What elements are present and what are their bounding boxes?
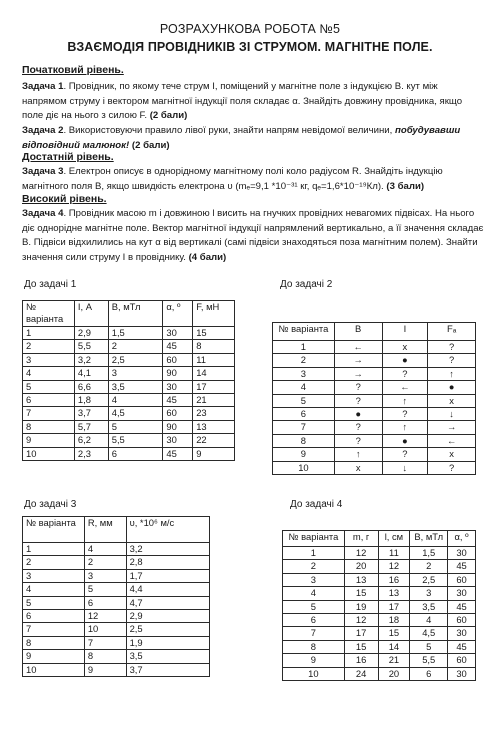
table-cell: 4 [410,613,448,626]
table-row [23,543,210,556]
table-cell: 14 [378,640,410,653]
table-row [273,341,476,354]
table-cell: 2 [283,560,345,573]
table-cell: 13 [378,587,410,600]
table-cell: ← [334,341,382,354]
table-header-row [283,531,476,547]
table-cell: 3,2 [74,353,108,366]
table-row [23,596,210,609]
task-2-points: (2 бали) [131,139,170,151]
table-cell: 3 [23,569,85,582]
table-cell: ? [428,354,476,367]
table-cell: ↑ [428,367,476,380]
table-cell: 45 [163,447,193,460]
table-cell: 20 [344,560,378,573]
table-cell: 6 [283,613,345,626]
table-cell: 90 [163,420,193,433]
table-cell: 3 [23,353,75,366]
table-cell: 30 [448,667,476,680]
table-cell: ● [334,407,382,420]
table-cell: 7 [283,627,345,640]
table-row [23,583,210,596]
table-cell: 5 [84,583,126,596]
table-row [273,407,476,420]
table-row [273,381,476,394]
table-cell: 6 [273,407,335,420]
column-header: υ, *10⁶ м/с [126,517,209,543]
table-cell: 7 [273,421,335,434]
table-cell: 45 [448,640,476,653]
table-cell: 4,1 [74,367,108,380]
table-row [23,623,210,636]
column-header: l, см [378,531,410,547]
table-cell: ● [382,434,428,447]
table-cell: 2 [273,354,335,367]
table-cell: 6 [23,609,85,622]
table-row [283,587,476,600]
column-header: R, мм [84,517,126,543]
table-cell: 10 [283,667,345,680]
table-cell: 30 [163,434,193,447]
table-task-1 [22,300,235,461]
table-cell: 15 [344,640,378,653]
table-cell: 30 [448,587,476,600]
table-row [23,663,210,676]
table-cell: 45 [448,560,476,573]
column-header: № варіанта [283,531,345,547]
table-cell: 30 [448,627,476,640]
table-row [23,609,210,622]
table-row [273,421,476,434]
table-cell: 1 [23,543,85,556]
table-task-4 [282,530,476,681]
table-cell: 9 [84,663,126,676]
table-cell: ? [382,448,428,461]
task-4-label: Задача 4 [22,208,64,219]
table-cell: → [334,367,382,380]
table-cell: 16 [378,573,410,586]
table-cell: 18 [378,613,410,626]
table-cell: 3,5 [410,600,448,613]
table-row [23,353,235,366]
table-cell: 9 [193,447,235,460]
task-3-text: . Електрон описує в однорідному магнітному полі коло радіусом R. Знайдіть індукцію магнітного поля B, якщо швидкість електрона υ (mₑ=9,1 *10⁻³¹ кг, qₑ=1,6*10⁻¹⁹Кл). [22,166,443,192]
table-cell: 9 [283,654,345,667]
table-cell: 4 [23,583,85,596]
table-cell: 7 [23,623,85,636]
table-3-caption: До задачі 3 [24,499,77,510]
column-header: I, А [74,301,108,327]
table-cell: 24 [344,667,378,680]
table-cell: 2 [84,556,126,569]
table-cell: 2 [23,556,85,569]
task-4 [22,207,484,265]
table-cell: 2 [23,340,75,353]
table-row [23,636,210,649]
table-row [283,600,476,613]
table-cell: 2,3 [74,447,108,460]
table-cell: 90 [163,367,193,380]
table-cell: ? [382,367,428,380]
table-cell: 16 [344,654,378,667]
column-header: B [334,323,382,341]
table-row [23,447,235,460]
table-cell: 8 [273,434,335,447]
table-row [283,560,476,573]
table-cell: ? [382,407,428,420]
table-cell: 8 [23,636,85,649]
table-cell: ↓ [382,461,428,474]
table-cell: 3 [273,367,335,380]
table-cell: 2,9 [126,609,209,622]
table-cell: 11 [378,547,410,560]
column-header: I [382,323,428,341]
table-cell: 13 [193,420,235,433]
table-cell: 20 [378,667,410,680]
table-row [23,434,235,447]
table-cell: 19 [344,600,378,613]
task-4-text: . Провідник масою m і довжиною l висить на гнучких провідних невагомих підвісах. На нього діє однорідне магнітне поле. Вектор магнітної індукції напрямлений вертикально, а її значення складає B. Підвіси відхилились на кут α від вертикалі (самі підвіси знаходяться поза магнітним полем). Знайти значення сили струму I в провіднику. [22,208,484,263]
table-cell: 22 [193,434,235,447]
table-header-row [23,301,235,327]
table-cell: 6 [410,667,448,680]
table-cell: 5 [23,596,85,609]
table-cell: 2,5 [410,573,448,586]
table-task-2 [272,322,476,475]
table-cell: 10 [23,663,85,676]
table-cell: x [428,448,476,461]
task-1-points: (2 бали) [149,110,188,122]
table-cell: ? [428,461,476,474]
table-cell: ? [334,434,382,447]
column-header: B, мТл [410,531,448,547]
table-row [283,640,476,653]
table-cell: 5,5 [74,340,108,353]
level-initial: Початковий рівень. [22,64,124,76]
table-cell: 5 [108,420,163,433]
table-cell: 2 [410,560,448,573]
table-cell: 3 [283,573,345,586]
table-cell: ↑ [382,421,428,434]
table-row [23,407,235,420]
table-cell: x [334,461,382,474]
column-header: F, мН [193,301,235,327]
table-cell: 5,5 [108,434,163,447]
table-cell: 6 [108,447,163,460]
table-row [23,340,235,353]
table-cell: 7 [84,636,126,649]
column-header: α, º [448,531,476,547]
task-1 [22,80,484,124]
table-cell: ↑ [382,394,428,407]
level-sufficient: Достатній рівень. [22,151,114,163]
table-cell: 12 [84,609,126,622]
task-1-label: Задача 1 [22,81,64,92]
table-cell: 7 [23,407,75,420]
table-cell: 17 [344,627,378,640]
table-cell: x [382,341,428,354]
table-cell: ← [382,381,428,394]
table-cell: 6,6 [74,380,108,393]
table-cell: 5 [410,640,448,653]
task-2-label: Задача 2 [22,125,64,136]
table-cell: 3,7 [74,407,108,420]
table-cell: 3 [84,569,126,582]
table-cell: 21 [193,393,235,406]
table-cell: → [334,354,382,367]
table-row [283,613,476,626]
table-cell: ↓ [428,407,476,420]
table-cell: 3,2 [126,543,209,556]
table-cell: 3,7 [126,663,209,676]
table-cell: 10 [84,623,126,636]
table-cell: ? [334,381,382,394]
table-row [283,667,476,680]
table-cell: ↑ [334,448,382,461]
table-row [283,627,476,640]
table-row [283,547,476,560]
task-2-emphasis: побудувавши відповідний малюнок! [22,125,461,151]
table-row [23,420,235,433]
table-cell: 1 [283,547,345,560]
table-cell: 13 [344,573,378,586]
table-row [283,654,476,667]
table-cell: 9 [23,650,85,663]
table-cell: 17 [193,380,235,393]
table-row [23,556,210,569]
table-cell: 60 [448,613,476,626]
table-cell: 11 [193,353,235,366]
table-cell: 4,4 [126,583,209,596]
table-cell: 30 [163,327,193,340]
level-high: Високий рівень. [22,193,107,205]
table-cell: 4,5 [108,407,163,420]
table-cell: 30 [163,380,193,393]
table-cell: 60 [448,654,476,667]
table-row [273,434,476,447]
task-2 [22,124,484,153]
table-header-row [273,323,476,341]
table-4-caption: До задачі 4 [290,499,343,510]
table-cell: 10 [273,461,335,474]
table-cell: 1 [23,327,75,340]
table-cell: 2,5 [126,623,209,636]
table-2-caption: До задачі 2 [280,279,333,290]
column-header: № варіанта [273,323,335,341]
table-cell: 4 [84,543,126,556]
table-cell: 45 [163,340,193,353]
table-cell: 60 [163,353,193,366]
table-cell: 45 [163,393,193,406]
table-cell: x [428,394,476,407]
table-cell: 6 [23,393,75,406]
table-row [283,573,476,586]
table-row [273,354,476,367]
task-1-text: . Провідник, по якому тече струм I, поміщений у магнітне поле з індукцією B. кут між напрямом струму і вектором магнітної індукції поля складає α. Знайдіть довжину провідника, якщо поле діє на нього з силою F. [22,81,463,122]
table-cell: 1,8 [74,393,108,406]
table-cell: 4 [23,367,75,380]
column-header: B, мТл [108,301,163,327]
table-cell: ← [428,434,476,447]
table-cell: 5,7 [74,420,108,433]
table-cell: 1 [273,341,335,354]
task-3-points: (3 бали) [386,180,425,192]
table-cell: ? [334,421,382,434]
table-cell: 6,2 [74,434,108,447]
table-cell: 1,7 [126,569,209,582]
table-cell: 17 [378,600,410,613]
table-header-row [23,517,210,543]
table-cell: 8 [84,650,126,663]
table-cell: 4 [108,393,163,406]
table-cell: 30 [448,547,476,560]
table-cell: 45 [448,600,476,613]
table-row [273,394,476,407]
table-cell: 10 [23,447,75,460]
table-cell: 4 [283,587,345,600]
page-subtitle: ВЗАЄМОДІЯ ПРОВІДНИКІВ ЗІ СТРУМОМ. МАГНІТНЕ ПОЛЕ. [67,40,433,54]
table-cell: 60 [163,407,193,420]
task-2-text: . Використовуючи правило лівої руки, знайти напрям невідомої величини, [63,125,393,136]
table-cell: 60 [448,573,476,586]
table-cell: 8 [193,340,235,353]
table-cell: 1,9 [126,636,209,649]
table-cell: 15 [344,587,378,600]
table-cell: → [428,421,476,434]
table-cell: 9 [273,448,335,461]
table-row [273,448,476,461]
task-3 [22,165,484,194]
table-row [23,327,235,340]
table-cell: 5 [23,380,75,393]
table-cell: 2,5 [108,353,163,366]
task-4-points: (4 бали) [188,251,227,263]
table-cell: 15 [378,627,410,640]
table-1-caption: До задачі 1 [24,279,77,290]
table-task-3 [22,516,210,677]
table-cell: ● [382,354,428,367]
table-row [273,461,476,474]
table-cell: 12 [344,547,378,560]
table-cell: 4 [273,381,335,394]
column-header: № варіанта [23,517,85,543]
column-header: m, г [344,531,378,547]
table-cell: ? [334,394,382,407]
table-cell: 8 [23,420,75,433]
table-cell: 6 [84,596,126,609]
page-title: РОЗРАХУНКОВА РОБОТА №5 [159,22,341,36]
table-cell: 8 [283,640,345,653]
table-cell: 15 [193,327,235,340]
table-cell: 2,9 [74,327,108,340]
table-cell: 4,7 [126,596,209,609]
table-row [23,650,210,663]
table-cell: 5,5 [410,654,448,667]
table-cell: ● [428,381,476,394]
table-cell: 5 [273,394,335,407]
table-cell: 5 [283,600,345,613]
table-row [23,367,235,380]
column-header: α, º [163,301,193,327]
table-cell: 12 [378,560,410,573]
column-header: № варіанта [23,301,75,327]
table-cell: 12 [344,613,378,626]
table-row [23,569,210,582]
table-cell: 9 [23,434,75,447]
table-cell: 1,5 [410,547,448,560]
table-cell: 3 [410,587,448,600]
table-cell: 2 [108,340,163,353]
table-cell: 3,5 [126,650,209,663]
table-row [23,393,235,406]
table-cell: 1,5 [108,327,163,340]
table-cell: ? [428,341,476,354]
table-cell: 3,5 [108,380,163,393]
table-cell: 3 [108,367,163,380]
table-cell: 21 [378,654,410,667]
table-cell: 2,8 [126,556,209,569]
task-3-label: Задача 3 [22,166,64,177]
table-cell: 14 [193,367,235,380]
table-row [23,380,235,393]
table-row [273,367,476,380]
column-header: Fₐ [428,323,476,341]
table-cell: 23 [193,407,235,420]
table-cell: 4,5 [410,627,448,640]
